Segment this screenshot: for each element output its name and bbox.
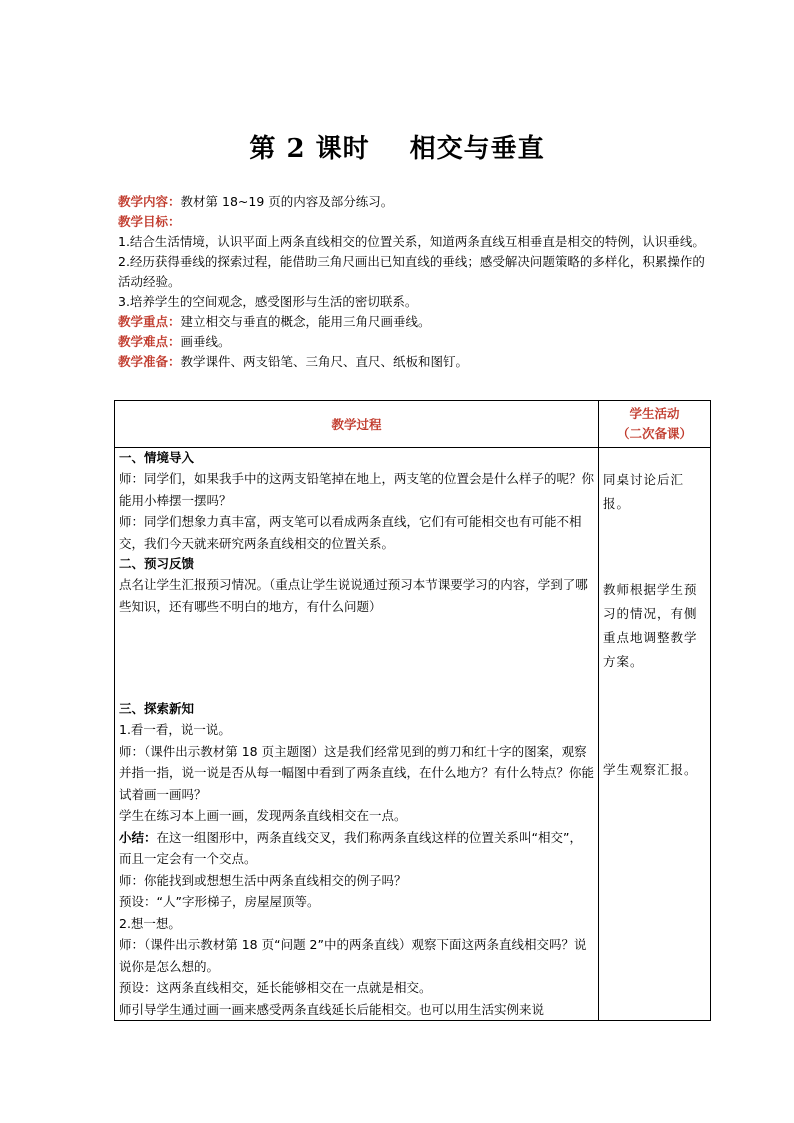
section-3-p3: 学生在练习本上画一画，发现两条直线相交在一点。 — [119, 808, 407, 823]
section-3 — [119, 699, 594, 1020]
header-teaching-process: 教学过程 — [115, 401, 599, 448]
summary-label: 小结： — [119, 829, 157, 845]
header-side-line2: （二次备课） — [616, 426, 692, 441]
section-3-p5: 预设：“人”字形梯子，房屋屋顶等。 — [119, 894, 320, 909]
section-3-p8: 预设：这两条直线相交，延长能够相交在一点就是相交。 — [119, 980, 432, 995]
header-student-activity — [599, 401, 711, 448]
difficulty-text: 画垂线。 — [180, 334, 231, 349]
summary-text: 在这一组图形中，两条直线交叉，我们称两条直线这样的位置关系叫“相交”，而且一定会有一个交点。 — [119, 829, 582, 866]
goals-label: 教学目标： — [118, 214, 181, 229]
process-cell — [115, 448, 599, 1021]
section-3-summary — [119, 827, 594, 870]
section-1-p2: 师：同学们想象力真丰富，两支笔可以看成两条直线，它们有可能相交也有可能不相交，我们今天就来研究两条直线相交的位置关系。 — [119, 514, 582, 551]
difficulty-label: 教学难点： — [118, 334, 181, 349]
table-header-row — [115, 401, 711, 448]
goals-row — [118, 212, 708, 232]
section-1-heading: 一、情境导入 — [119, 450, 195, 465]
header-side-line1: 学生活动 — [629, 406, 680, 421]
section-1-p1: 师：同学们，如果我手中的这两支铅笔掉在地上，两支笔的位置会是什么样子的呢？你能用小棒摆一摆吗？ — [119, 471, 595, 508]
content-row — [118, 192, 708, 212]
lesson-intro — [118, 192, 708, 372]
goal-1: 1.结合生活情境，认识平面上两条直线相交的位置关系，知道两条直线互相垂直是相交的特例，认识垂线。 — [118, 234, 705, 249]
difficulty-row — [118, 332, 708, 352]
section-2 — [119, 554, 594, 699]
section-3-p4: 师：你能找到或想想生活中两条直线相交的例子吗？ — [119, 872, 407, 888]
key-row — [118, 312, 708, 332]
section-3-p9: 师引导学生通过画一画来感受两条直线延长后能相交。也可以用生活实例来说 — [119, 1001, 545, 1017]
goal-2: 2.经历获得垂线的探索过程，能借助三角尺画出已知直线的垂线；感受解决问题策略的多样化，积累操作的活动经验。 — [118, 254, 705, 289]
prep-label: 教学准备： — [118, 354, 181, 369]
section-2-heading: 二、预习反馈 — [119, 556, 195, 571]
section-3-heading: 三、探索新知 — [119, 701, 195, 716]
prep-row — [118, 352, 708, 372]
content-label: 教学内容： — [118, 194, 181, 209]
lesson-topic: 相交与垂直 — [409, 134, 545, 164]
key-text: 建立相交与垂直的概念，能用三角尺画垂线。 — [180, 314, 431, 329]
prep-text: 教学课件、两支铅笔、三角尺、直尺、纸板和图钉。 — [180, 354, 469, 369]
activity-cell — [599, 448, 711, 1021]
lesson-number: 第 2 课时 — [249, 134, 370, 164]
lesson-table — [114, 400, 711, 1021]
activity-2: 教师根据学生预习的情况，有侧重点地调整教学方案。 — [603, 582, 698, 669]
activity-1: 同桌讨论后汇报。 — [603, 472, 685, 511]
section-3-p1: 1.看一看，说一说。 — [119, 722, 231, 737]
goal-3: 3.培养学生的空间观念，感受图形与生活的密切联系。 — [118, 294, 418, 309]
activity-3: 学生观察汇报。 — [603, 762, 698, 777]
section-2-p1: 点名让学生汇报预习情况。（重点让学生说说通过预习本节课要学习的内容，学到了哪些知识，还有哪些不明白的地方，有什么问题） — [119, 577, 588, 614]
page-title — [0, 128, 794, 165]
key-label: 教学重点： — [118, 314, 181, 329]
section-3-p6: 2.想一想。 — [119, 915, 181, 931]
table-body-row — [115, 448, 711, 1021]
content-text: 教材第 18~19 页的内容及部分练习。 — [180, 194, 394, 209]
section-1 — [119, 448, 594, 554]
section-3-p2: 师：（课件出示教材第 18 页主题图）这是我们经常见到的剪刀和红十字的图案，观察并指一指，说一说是否从每一幅图中看到了两条直线，在什么地方？有什么特点？你能试着画一画吗？ — [119, 743, 595, 802]
section-3-p7: 师：（课件出示教材第 18 页“问题 2”中的两条直线）观察下面这两条直线相交吗？说说你是怎么想的。 — [119, 937, 587, 974]
